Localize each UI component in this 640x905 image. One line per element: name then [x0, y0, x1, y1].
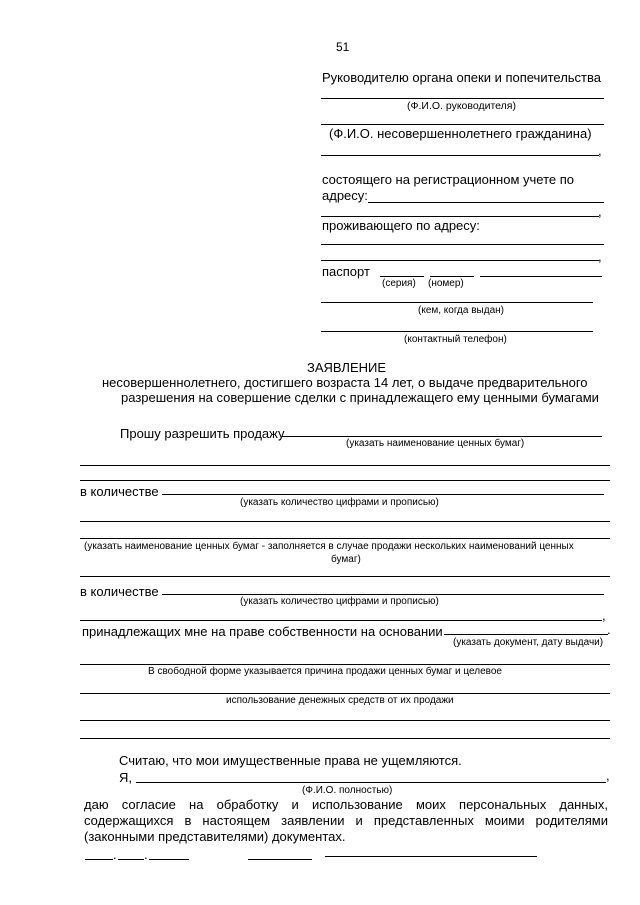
- full-fio-line: [136, 782, 606, 783]
- registered-label: состоящего на регистрационном учете по: [322, 172, 574, 187]
- securities-line-3: [80, 480, 610, 481]
- securities-hint: (указать наименование ценных бумаг): [346, 438, 525, 449]
- minor-fio-line: [321, 124, 604, 125]
- free-form-hint: В свободной форме указывается причина продажи ценных бумаг и целевое: [148, 666, 502, 677]
- quantity-line: [162, 594, 604, 595]
- reason-line-2: [80, 693, 610, 694]
- date-month-line: [118, 859, 144, 860]
- consent-line-2: содержащихся в настоящем заявлении и представленных моими родителями: [84, 813, 608, 828]
- securities-line: [282, 436, 602, 437]
- date-day-line: [85, 859, 113, 860]
- registered-address-line-2: [321, 216, 599, 217]
- head-fio-hint: (Ф.И.О. руководителя): [407, 100, 516, 112]
- comma: ,: [598, 143, 602, 158]
- issued-hint: (кем, когда выдан): [418, 305, 504, 316]
- passport-series-line: [380, 276, 424, 277]
- residing-line-2: [321, 260, 599, 261]
- quantity-label: в количестве: [80, 584, 159, 599]
- comma: ,: [602, 608, 606, 623]
- ownership-hint: (указать документ, дату выдачи): [453, 637, 604, 648]
- signature-line: [248, 859, 312, 860]
- minor-fio-label: (Ф.И.О. несовершеннолетнего гражданина): [329, 126, 592, 141]
- ownership-line: [444, 634, 608, 635]
- consent-line-1: даю согласие на обработку и использование моих персональных данных,: [84, 797, 608, 812]
- passport-label: паспорт: [322, 264, 370, 279]
- quantity-line-2: [80, 521, 610, 522]
- full-fio-hint: (Ф.И.О. полностью): [302, 785, 393, 796]
- free-form-hint-2: использование денежных средств от их продажи: [226, 695, 454, 706]
- period: .: [607, 622, 611, 637]
- quantity-hint: (указать количество цифрами и прописью): [240, 497, 439, 508]
- comma: ,: [606, 768, 610, 783]
- ownership-label: принадлежащих мне на праве собственности на основании: [82, 624, 443, 639]
- registered-address-line: [368, 202, 604, 203]
- title-line-2: разрешения на совершение сделки с принадлежащего ему ценными бумагами: [121, 390, 599, 405]
- quantity-hint: (указать количество цифрами и прописью): [240, 596, 439, 607]
- registered-address-label: адресу:: [322, 188, 368, 203]
- quantity-line-3: [80, 538, 610, 539]
- phone-hint: (контактный телефон): [404, 334, 507, 345]
- reason-line: [80, 664, 610, 665]
- rights-statement: Считаю, что мои имущественные права не ущемляются.: [119, 753, 462, 768]
- phone-line: [321, 331, 593, 332]
- issued-line: [321, 302, 593, 303]
- number-hint: (номер): [428, 278, 464, 289]
- series-hint: (серия): [382, 278, 416, 289]
- document-title: ЗАЯВЛЕНИЕ: [307, 360, 387, 375]
- i-label: Я,: [119, 770, 132, 785]
- multi-securities-line: [80, 576, 610, 577]
- minor-fio-line-2: [321, 155, 599, 156]
- quantity-line: [162, 494, 604, 495]
- reason-line-4: [80, 738, 610, 739]
- quantity-line-2: [80, 620, 602, 621]
- residing-line: [321, 244, 604, 245]
- head-fio-line: [321, 98, 604, 99]
- comma: ,: [598, 204, 602, 219]
- date-dot: .: [144, 847, 148, 862]
- reason-line-3: [80, 720, 610, 721]
- page-number: 51: [336, 40, 350, 54]
- consent-line-3: (законными представителями) документах.: [84, 829, 346, 844]
- comma: ,: [598, 249, 602, 264]
- date-year-line: [149, 859, 189, 860]
- title-line-1: несовершеннолетнего, достигшего возраста 14 лет, о выдаче предварительного: [102, 375, 588, 390]
- multi-securities-hint: (указать наименование ценных бумаг - заполняется в случае продажи нескольких наименований ценных: [84, 541, 574, 552]
- signature-name-line: [325, 856, 537, 857]
- passport-number-line: [430, 276, 474, 277]
- addressee-heading: Руководителю органа опеки и попечительства: [322, 70, 601, 85]
- multi-securities-hint-2: бумаг): [331, 554, 361, 565]
- request-label: Прошу разрешить продажу: [120, 426, 285, 441]
- passport-extra-line: [480, 276, 602, 277]
- quantity-label: в количестве: [80, 484, 159, 499]
- residing-label: проживающего по адресу:: [322, 218, 480, 233]
- date-dot: .: [113, 847, 117, 862]
- securities-line-2: [80, 465, 610, 466]
